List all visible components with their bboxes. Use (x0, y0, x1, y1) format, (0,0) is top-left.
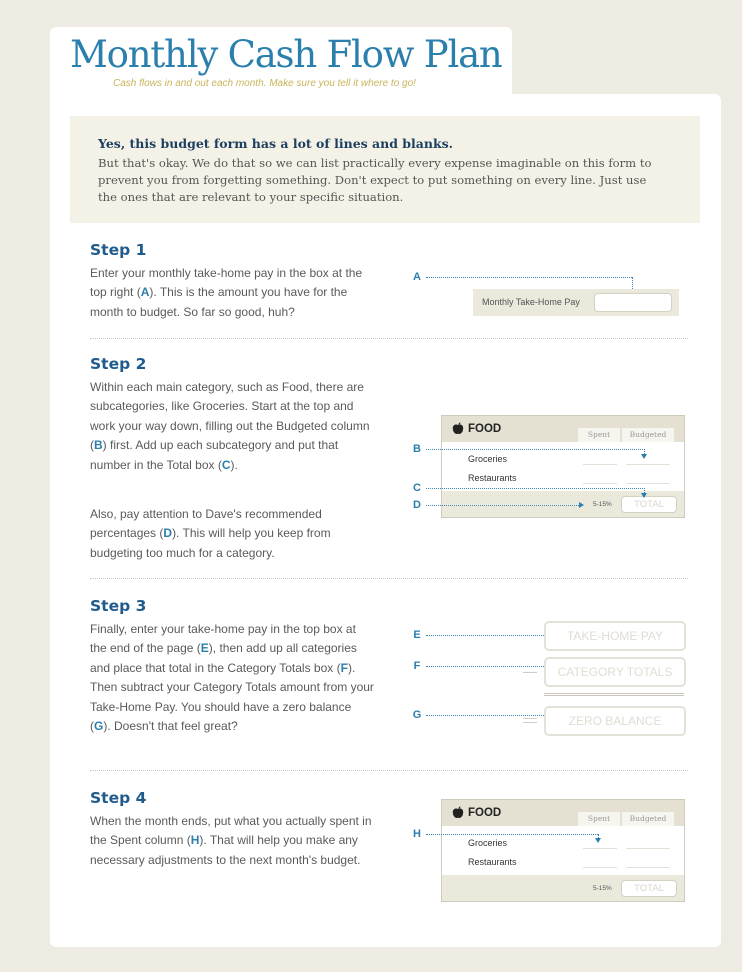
marker-e: E (413, 629, 421, 641)
step-3-text (90, 620, 375, 736)
food-category-title: FOOD (468, 423, 502, 435)
step-3-marker: G (94, 719, 104, 734)
step-4-text (90, 812, 375, 870)
page-subtitle: Cash flows in and out each month. Make sure you tell it where to go! (113, 78, 416, 89)
food-category-title: FOOD (468, 807, 502, 819)
apple-icon (452, 422, 464, 435)
step-3-text-part: Finally, enter your take-home pay in the top box at the end of the page ( (90, 622, 356, 656)
spent-column-header: Spent (578, 812, 620, 826)
equals-sign-bottom (523, 722, 537, 723)
step-1-text (90, 264, 375, 322)
food-header (442, 800, 684, 826)
food-row-restaurants: Restaurants (468, 857, 517, 867)
leader-line-e (426, 635, 544, 636)
intro-heading: Yes, this budget form has a lot of lines and blanks. (98, 136, 454, 151)
step-3-title: Step 3 (90, 597, 147, 615)
apple-icon (452, 806, 464, 819)
step-4-marker: H (190, 833, 200, 848)
take-home-pay-field (594, 293, 672, 312)
step-2-marker: C (221, 457, 231, 472)
step-divider (90, 770, 688, 771)
category-total-box: TOTAL (621, 496, 677, 513)
leader-line-g (426, 715, 548, 716)
category-total-box: TOTAL (621, 880, 677, 897)
recommended-percent: 5-15% (593, 885, 612, 892)
spent-field (583, 867, 617, 868)
budgeted-column-header: Budgeted (622, 428, 674, 442)
leader-line-a (426, 277, 632, 278)
step-2-text-part: Within each main category, such as Food, there are subcategories, like Groceries. Start at the top and work your way down, filling out the Budgeted column ( (90, 380, 370, 453)
leader-line-d (426, 505, 579, 506)
step-1-text-part: Enter your monthly take-home pay in the box at the top right ( (90, 266, 363, 300)
spent-field (583, 464, 617, 465)
spent-field (583, 848, 617, 849)
arrow-h-icon (595, 838, 601, 843)
spent-column-header: Spent (578, 428, 620, 442)
step-3-marker: E (200, 641, 209, 656)
marker-g: G (412, 709, 422, 721)
step-4-text-part: When the month ends, put what you actually spent in the Spent column ( (90, 814, 372, 848)
leader-line-c (426, 488, 645, 489)
step-1-title: Step 1 (90, 241, 147, 259)
step-3-text-part: ), then add up all categories and place that total in the Category Totals box ( (90, 641, 357, 675)
marker-a: A (413, 271, 421, 283)
step-2-note-part: Also, pay attention to Dave's recommended percentages ( (90, 507, 322, 541)
food-category-panel-spent (441, 799, 685, 902)
food-category-panel (441, 415, 685, 518)
arrow-b-icon (641, 454, 647, 459)
page-title: Monthly Cash Flow Plan (70, 33, 502, 76)
double-rule (544, 693, 684, 696)
category-totals-box: CATEGORY TOTALS (544, 657, 686, 687)
step-4-title: Step 4 (90, 789, 147, 807)
step-3-marker: F (340, 660, 348, 675)
step-divider (90, 578, 688, 579)
step-2-text-part: ) first. Add up each subcategory and put that number in the Total box ( (90, 438, 339, 472)
marker-c: C (413, 482, 421, 494)
arrow-c-icon (641, 493, 647, 498)
marker-d: D (413, 499, 421, 511)
step-1-text-part: ). This is the amount you have for the month to budget. So far so good, huh? (90, 285, 348, 319)
budgeted-field (626, 483, 670, 484)
intro-box (70, 116, 700, 223)
step-2-title: Step 2 (90, 355, 147, 373)
budgeted-column-header: Budgeted (622, 812, 674, 826)
intro-body: But that's okay. We do that so we can list practically every expense imaginable on this form to prevent you from forgetting something. Don't expect to put something on every line. Just use the ones that are relevant to your specific situation. (98, 156, 652, 204)
leader-line-h (426, 834, 598, 835)
minus-sign (523, 672, 537, 673)
take-home-pay-label: Monthly Take-Home Pay (482, 297, 580, 307)
step-divider (90, 338, 688, 339)
step-3-text-part: ). Doesn't that feel great? (103, 719, 238, 734)
marker-b: B (413, 443, 421, 455)
equals-sign-top (523, 718, 537, 719)
marker-f: F (413, 660, 421, 672)
food-header (442, 416, 684, 442)
spent-field (583, 483, 617, 484)
budgeted-field (626, 867, 670, 868)
step-2-note-part: ). This will help you keep from budgeting too much for a category. (90, 526, 331, 560)
step-2-text (90, 378, 375, 475)
leader-line-b (426, 449, 645, 450)
recommended-percent: 5-15% (593, 501, 612, 508)
leader-line-f (426, 666, 548, 667)
step-2-marker: D (163, 526, 173, 541)
zero-balance-box: ZERO BALANCE (544, 706, 686, 736)
step-1-marker: A (140, 285, 150, 300)
step-2-marker: B (94, 438, 103, 453)
take-home-pay-box: TAKE-HOME PAY (544, 621, 686, 651)
take-home-pay-panel (473, 289, 679, 316)
food-row-restaurants: Restaurants (468, 473, 517, 483)
budgeted-field (626, 848, 670, 849)
budgeted-field (626, 464, 670, 465)
step-2-text-part: ). (230, 457, 238, 472)
food-row-groceries: Groceries (468, 454, 508, 464)
arrow-d-icon (579, 502, 584, 508)
food-row-groceries: Groceries (468, 838, 508, 848)
marker-h: H (413, 828, 421, 840)
step-2-note (90, 505, 375, 563)
step-3-text-part: ). Then subtract your Category Totals amount from your Take-Home Pay. You should have a zero balance ( (90, 660, 374, 734)
step-4-text-part: ). That will help you make any necessary adjustments to the next month's budget. (90, 833, 361, 867)
